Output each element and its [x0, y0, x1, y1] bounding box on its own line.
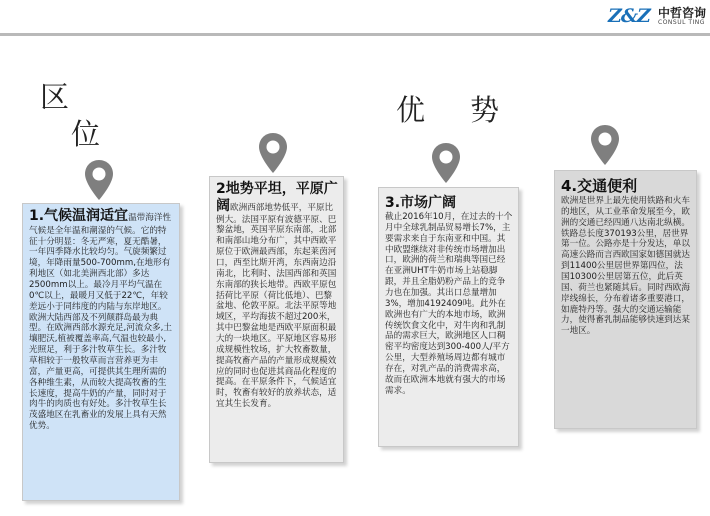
card-body: 欧洲西部地势低平，平原比例大。法国平原有波德平原、巴黎盆地，英国平原东南部，北部和南部山地分布广，其中西欧平原位于欧洲最西部，东起莱茵河口，西至比斯开湾，东西南边沿南北，比利时、法国西部和英国东南部的狭长地带。西欧平原包括荷比平原（荷比低地）、巴黎盆地、伦敦平原。北法平原等地域区，平均海拔不超过200米，其中巴黎盆地是西欧平原面积最大的一块地区。平原地区容易形成规模性牧场，扩大牧畜数量，提高牧畜产品的产量形成规模效应的同时也促进其商品化程度的提高。在平原条件下，气候适宜时，牧畜有较好的放养状态，适宜其生长发育。	[216, 202, 337, 410]
card-title: 4.交通便利	[561, 177, 638, 195]
map-pin-icon	[432, 143, 460, 183]
card-title: 3.市场广阔	[385, 195, 457, 211]
logo-mark: Z&Z	[608, 5, 650, 27]
map-pin-icon	[85, 160, 113, 200]
heading-advantage-char-2: 势	[470, 93, 500, 127]
card-title: 2地势平坦，平原广阔	[216, 181, 338, 214]
card-body: 温带海洋性气候是全年温和潮湿的气候。它的特征十分明显：冬无严寒，夏无酷暑，一年四季降水比较均匀。气旋频繁过境，年降雨量500-700mm,在地形有利地区（如北美洲西北部）多达2500mm以上。最冷月平均气温在0℃以上，最暖月又低于22℃，年较差远小于同纬度的内陆与东岸地区。欧洲大陆西部及不列颠群岛最为典型。在欧洲西部水源充足,河流众多,土壤肥沃,植被覆盖率高,气温也较最小,光照足，利于多汁牧草生长。多汁牧草相较于一般牧草而言营养更为丰富，产量更高，可提供其生理所需的各种维生素，从而较大提高牧畜的生长速度，提高牛奶的产量，同时对于肉牛的肉质也有好处。多汁牧草生长茂盛地区在乳畜业的发展上具有天然优势。	[29, 213, 172, 432]
card-title: 1.气候温润适宜	[29, 208, 129, 224]
card-transport	[554, 170, 697, 429]
card-terrain	[209, 176, 344, 463]
header-divider	[0, 33, 710, 36]
heading-advantage-char-1: 优	[396, 93, 426, 127]
heading-location-char-2: 位	[71, 117, 101, 151]
card-market	[378, 187, 519, 447]
logo-name-en: CONSUL TING	[658, 19, 705, 26]
company-logo	[608, 2, 710, 32]
heading-location-char-1: 区	[40, 80, 70, 114]
card-climate	[22, 203, 180, 501]
logo-name-cn: 中哲咨询	[658, 6, 707, 20]
map-pin-icon	[591, 125, 619, 165]
card-body: 欧洲是世界上最先使用铁路和火车的地区，从工业革命发展至今，欧洲的交通已经四通八达南北纵横。铁路总长度370193公里，居世界第一位。公路亦是十分发达，单以高速公路而言西欧国家如德国就达到11400公里居世界第四位，法国10300公里居第五位，此后英国、荷兰也紧随其后。同时西欧海岸线绵长，分布着诸多重要港口，如鹿特丹等。强大的交通运输能力，使得畜乳制品能够快速到达某一地区。	[561, 196, 690, 337]
card-body: 截止2016年10月，在过去的十个月中全球乳制品贸易增长7%，主要需求来自于东南亚和中国。其中欧盟继续对非传统市场增加出口，欧洲的荷兰和瑞典等国已经在亚洲UHT牛奶市场上站稳脚跟，并且全脂奶粉产品上的竞争力也在加强。其出口总量增加3%，增加4192409吨。此外在欧洲也有广大的本地市场，欧洲传统饮食文化中，对牛肉和乳制品的需求巨大，欧洲地区人口稠密平均密度达到300-400人/平方公里，大型养殖场周边都有城市存在，对乳产品的消费需求高，故而在欧洲本地就有强大的市场需求。	[385, 212, 513, 396]
map-pin-icon	[259, 133, 287, 173]
